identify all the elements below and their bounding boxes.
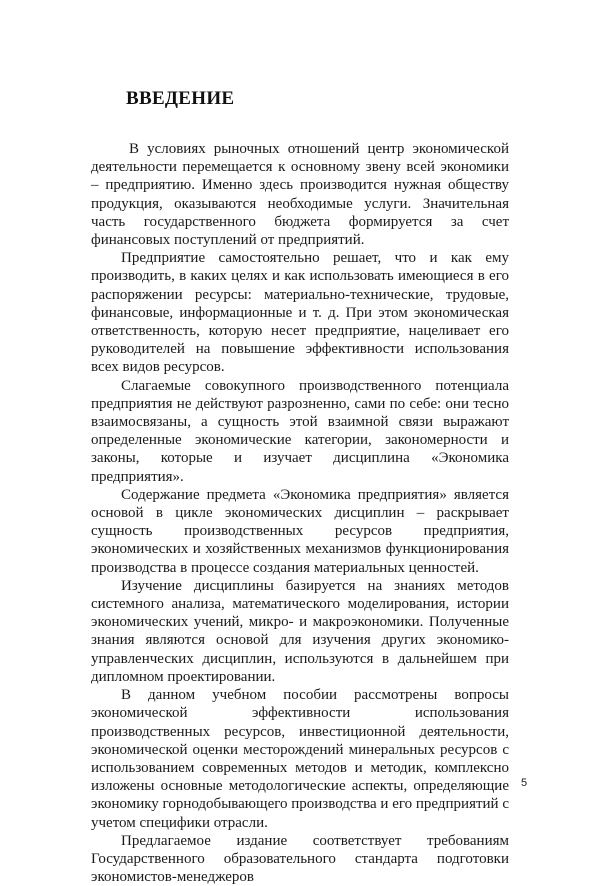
paragraph: В данном учебном пособии рассмотрены вопросы экономической эффективности использования производственных ресурсов, инвестиционной деятельности, экономической оценки месторождений минеральных ресурсов с использованием современных методов и методик, комплексно изложены основные методологические аспекты, определяющие экономику горнодобывающего производства и его предприятий с учетом специфики отрасли. bbox=[91, 687, 509, 831]
section-heading: ВВЕДЕНИЕ bbox=[126, 88, 235, 109]
paragraph: Предприятие самостоятельно решает, что и как ему производить, в каких целях и как использовать имеющиеся в его распоряжении ресурсы: материально-технические, трудовые, финансовые, информационные и т. д. При этом экономическая ответственность, которую несет предприятие, нацеливает его руководителей на повышение эффективности использования всех видов ресурсов. bbox=[91, 250, 509, 376]
page-number: 5 bbox=[521, 777, 528, 789]
paragraph: В условиях рыночных отношений центр экономической деятельности перемещается к основному звену всей экономики – предприятию. Именно здесь производится нужная обществу продукция, оказываются необходимые услуги. Значительная часть государственного бюджета формируется за счет финансовых поступлений от предприятий. bbox=[91, 141, 509, 249]
paragraph: Предлагаемое издание соответствует требованиям Государственного образовательного стандарта подготовки экономистов-менеджеров bbox=[91, 832, 509, 886]
paragraph: Слагаемые совокупного производственного потенциала предприятия не действуют разрозненно, сами по себе: они тесно взаимосвязаны, а сущность этой взаимной связи выражают определенные экономические категории, закономерности и законы, которые и изучает дисциплина «Экономика предприятия». bbox=[91, 377, 509, 485]
paragraph: Изучение дисциплины базируется на знаниях методов системного анализа, математического моделирования, истории экономических учений, микро- и макроэкономики. Полученные знания являются основой для изучения других экономико-управленческих дисциплин, используются в дальнейшем при дипломном проектировании. bbox=[91, 577, 509, 685]
body-text bbox=[91, 140, 509, 886]
paragraph: Содержание предмета «Экономика предприятия» является основой в цикле экономических дисциплин – раскрывает сущность производственных ресурсов предприятия, экономических и хозяйственных механизмов функционирования производства в процессе создания материальных ценностей. bbox=[91, 486, 509, 576]
